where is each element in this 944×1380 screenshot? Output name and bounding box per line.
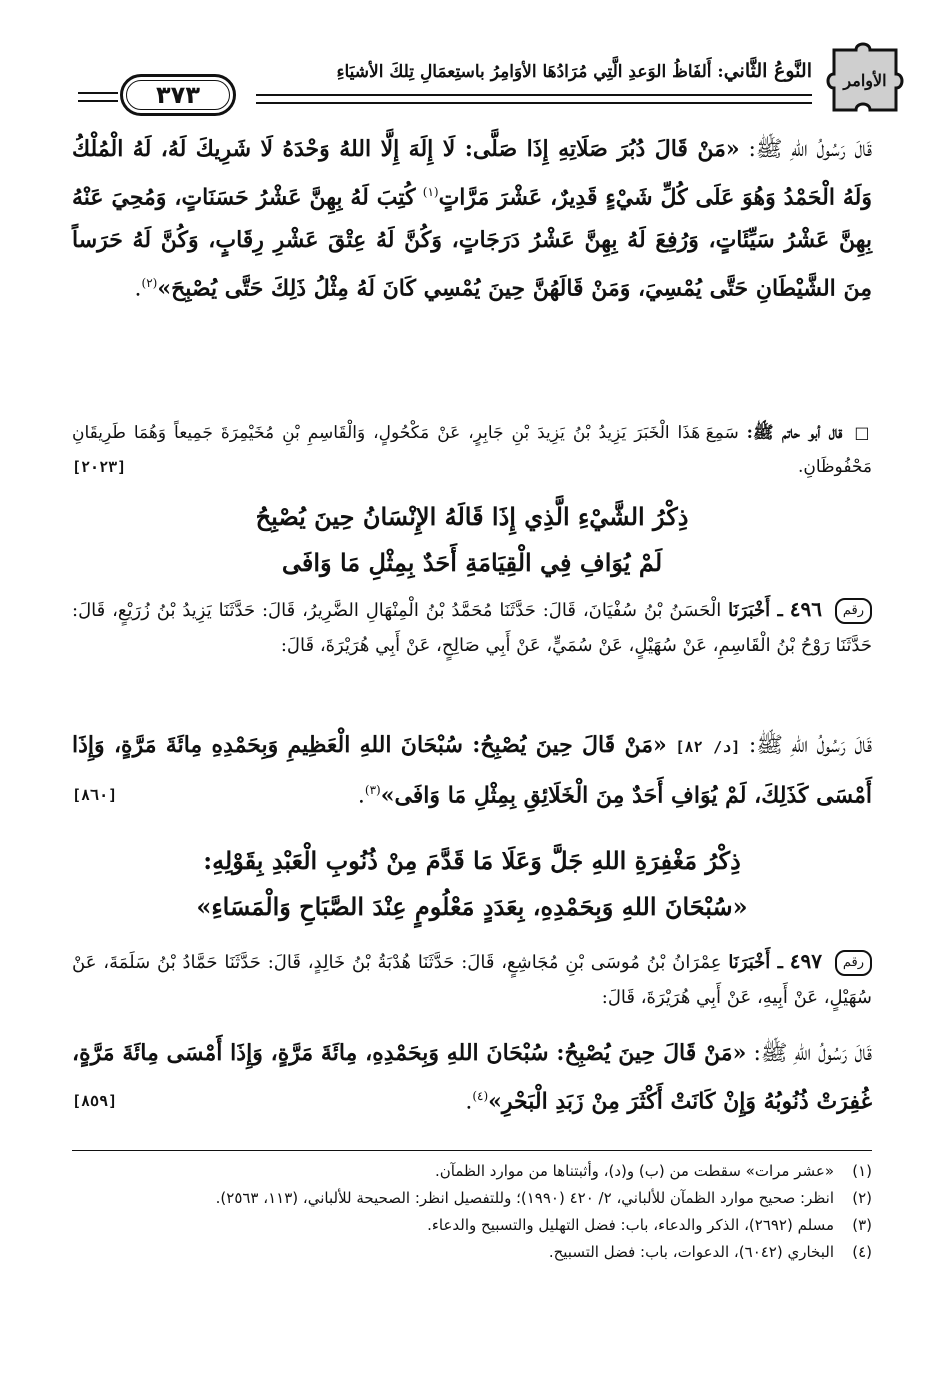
section-heading-1 [72,494,872,586]
akhbarana: ـ أَخْبَرَنَا [728,952,783,973]
footnote-ref: (٢) [141,276,158,291]
reference-number: [٨٦٠] [72,786,118,804]
footnote-ref: (١) [422,185,439,199]
footnote-text: «عشر مرات» سقطت من (ب) و(د)، وأثبتناها من موارد الظمآن. [434,1162,834,1180]
section-heading-line: ذِكْرُ مَغْفِرَةِ اللهِ جَلَّ وَعَلَا مَا قَدَّمَ مِنْ ذُنُوبِ الْعَبْدِ بِقَوْلِهِ: [203,846,741,875]
footnote [72,1158,872,1185]
footnote-number: (٢) [852,1189,872,1207]
period: . [465,1089,473,1115]
page-number-box [120,74,236,116]
period: . [357,783,365,809]
running-title-lead: النَّوعُ الثَّاني [723,60,812,82]
hadith-text: «مَنْ قَالَ حِينَ يُصْبِحُ: سُبْحَانَ اللهِ وَبِحَمْدِهِ، مِائَةَ مَرَّةٍ، وَإِذَا أَمْسَى مِائَةَ مَرَّةٍ، غُفِرَتْ ذُنُوبُهُ وَإِنْ كَانَتْ أَكْثَرَ مِنْ زَبَدِ الْبَحْرِ» [72,1040,872,1115]
speaker: قَالَ رَسُولُ اللهِ ﷺ: [753,1041,872,1066]
hadith-text-cont: كُتِبَ لَهُ بِهِنَّ عَشْرُ حَسَنَاتٍ، وَمُحِيَ عَنْهُ بِهِنَّ عَشْرُ سَيِّئَاتٍ، وَرُفِعَ لَهُ بِهِنَّ عَشْرُ دَرَجَاتٍ، وَكُنَّ لَهُ عِتْقَ عَشْرِ رِقَابٍ، وَكُنَّ لَهُ حَرَساً مِنَ الشَّيْطَانِ حَتَّى يُمْسِيَ، وَمَنْ قَالَهُنَّ حِينَ يُمْسِي كَانَ لَهُ مِثْلُ ذَلِكَ حَتَّى يُصْبِحَ» [72,184,872,302]
hadith-text: «مَنْ قَالَ دُبُرَ صَلَاتِهِ إِذَا صَلَّى: لَا إِلَهَ إِلَّا اللهُ وَحْدَهُ لَا شَرِيكَ لَهُ، لَهُ الْمُلْكُ وَلَهُ الْحَمْدُ وَهُوَ عَلَى كُلِّ شَيْءٍ قَدِيرٌ، عَشْرَ مَرَّاتٍ [72,136,872,211]
hadith-496-matn [72,724,872,817]
page-number: ٣٧٣ [156,81,200,109]
hadith-497-matn [72,1032,872,1123]
footnote-ref: (٤) [472,1089,489,1103]
abu-hatim-note [72,416,872,484]
manuscript-ref: [د/ ٨٢] [675,738,741,756]
footnotes [72,1158,872,1266]
reference-number: [٨٥٩] [72,1092,118,1110]
footnote-ref: (٣) [364,783,381,797]
puzzle-piece-icon [826,40,904,116]
hadith-496-isnad [72,592,872,663]
isnad-text: عِمْرَانُ بْنُ مُوسَى بْنِ مُجَاشِعٍ، قَالَ: حَدَّثَنَا هُدْبَةُ بْنُ خَالِدٍ، قَالَ: حَدَّثَنَا حَمَّادُ بْنُ سَلَمَةَ، عَنْ سُهَيْلٍ، عَنْ أَبِيهِ، عَنْ أَبِي هُرَيْرَةَ، قَالَ: [72,952,872,1008]
header-rule [256,94,812,104]
footnote-text: مسلم (٢٦٩٢)، الذكر والدعاء، باب: فضل التهليل والتسبيح والدعاء. [427,1216,834,1234]
speaker: قَالَ رَسُولُ اللهِ ﷺ: [748,137,873,162]
section-heading-line: ذِكْرُ الشَّيْءِ الَّذِي إِذَا قَالَهُ الإِنْسَانُ حِينَ يُصْبِحُ [255,502,689,531]
header-rule-left [78,92,118,102]
page-header [40,22,902,118]
footnote [72,1212,872,1239]
note-label: قال أبو حاتم ﷺ: [746,423,843,443]
hadith-number: ٤٩٧ [789,949,822,973]
footnote-number: (١) [852,1162,872,1180]
footnote-text: انظر: صحيح موارد الظمآن للألباني، ٢/ ٤٢٠ (١٩٩٠)؛ وللتفصيل انظر: الصحيحة للألباني، (١١٣، ٢٥٦٣). [215,1189,834,1207]
speaker: قَالَ رَسُولُ اللهِ ﷺ: [748,733,872,758]
hadith-497-isnad [72,944,872,1015]
hadith-paragraph-1 [72,128,872,311]
running-title-rest: : أَلفَاظُ الوَعدِ الَّتِي مُرَادُهَا الأوَامِرُ باستِعمَالِ تِلكَ الأشيَاءِ [336,62,724,82]
hadith-text: «مَنْ قَالَ حِينَ يُصْبِحُ: سُبْحَانَ اللهِ الْعَظِيمِ وَبِحَمْدِهِ مِائَةَ مَرَّةٍ، وَإِذَا أَمْسَى كَذَلِكَ، لَمْ يُوَافِ أَحَدٌ مِنَ الْخَلَائِقِ بِمِثْلِ مَا وَافَى» [72,732,872,809]
corner-label: الأوامر [843,71,887,90]
footnote [72,1239,872,1266]
footnote-number: (٣) [852,1216,872,1234]
hadith-badge-icon: رقم [835,598,872,624]
footnote-text: البخاري (٦٠٤٢)، الدعوات، باب: فضل التسبيح. [548,1243,834,1261]
section-heading-2 [72,838,872,930]
square-mark-icon: □ [854,423,873,442]
footnote-number: (٤) [852,1243,872,1261]
hadith-badge-icon: رقم [835,950,872,976]
period: . [134,276,142,302]
section-heading-line: «سُبْحَانَ اللهِ وَبِحَمْدِهِ، بِعَدَدٍ مَعْلُومٍ عِنْدَ الصَّبَاحِ وَالْمَسَاءِ» [196,892,748,921]
section-heading-line: لَمْ يُوَافِ فِي الْقِيَامَةِ أَحَدٌ بِمِثْلِ مَا وَافَى [281,548,663,577]
running-title [272,60,812,82]
hadith-number: ٤٩٦ [789,597,822,621]
footnote [72,1185,872,1212]
reference-number: [٢٠٢٣] [72,458,127,476]
akhbarana: ـ أَخْبَرَنَا [728,600,783,621]
footnote-separator [72,1150,872,1151]
note-text: سَمِعَ هَذَا الْخَبَرَ يَزِيدُ بْنُ يَزِيدَ بْنِ جَابِرٍ، عَنْ مَكْحُولٍ، وَالْقَاسِمِ بْنِ مُخَيْمِرَةَ جَمِيعاً وَهُمَا طَرِيقَانِ مَحْفُوظَانِ. [72,423,872,477]
isnad-text: الْحَسَنُ بْنُ سُفْيَانَ، قَالَ: حَدَّثَنَا مُحَمَّدُ بْنُ الْمِنْهَالِ الضَّرِيرُ، قَالَ: حَدَّثَنَا يَزِيدُ بْنُ زُرَيْعٍ، قَالَ: حَدَّثَنَا رَوْحُ بْنُ الْقَاسِمِ، عَنْ سُهَيْلٍ، عَنْ سُمَيٍّ، عَنْ أَبِي صَالِحٍ، عَنْ أَبِي هُرَيْرَةَ، قَالَ: [72,600,872,656]
